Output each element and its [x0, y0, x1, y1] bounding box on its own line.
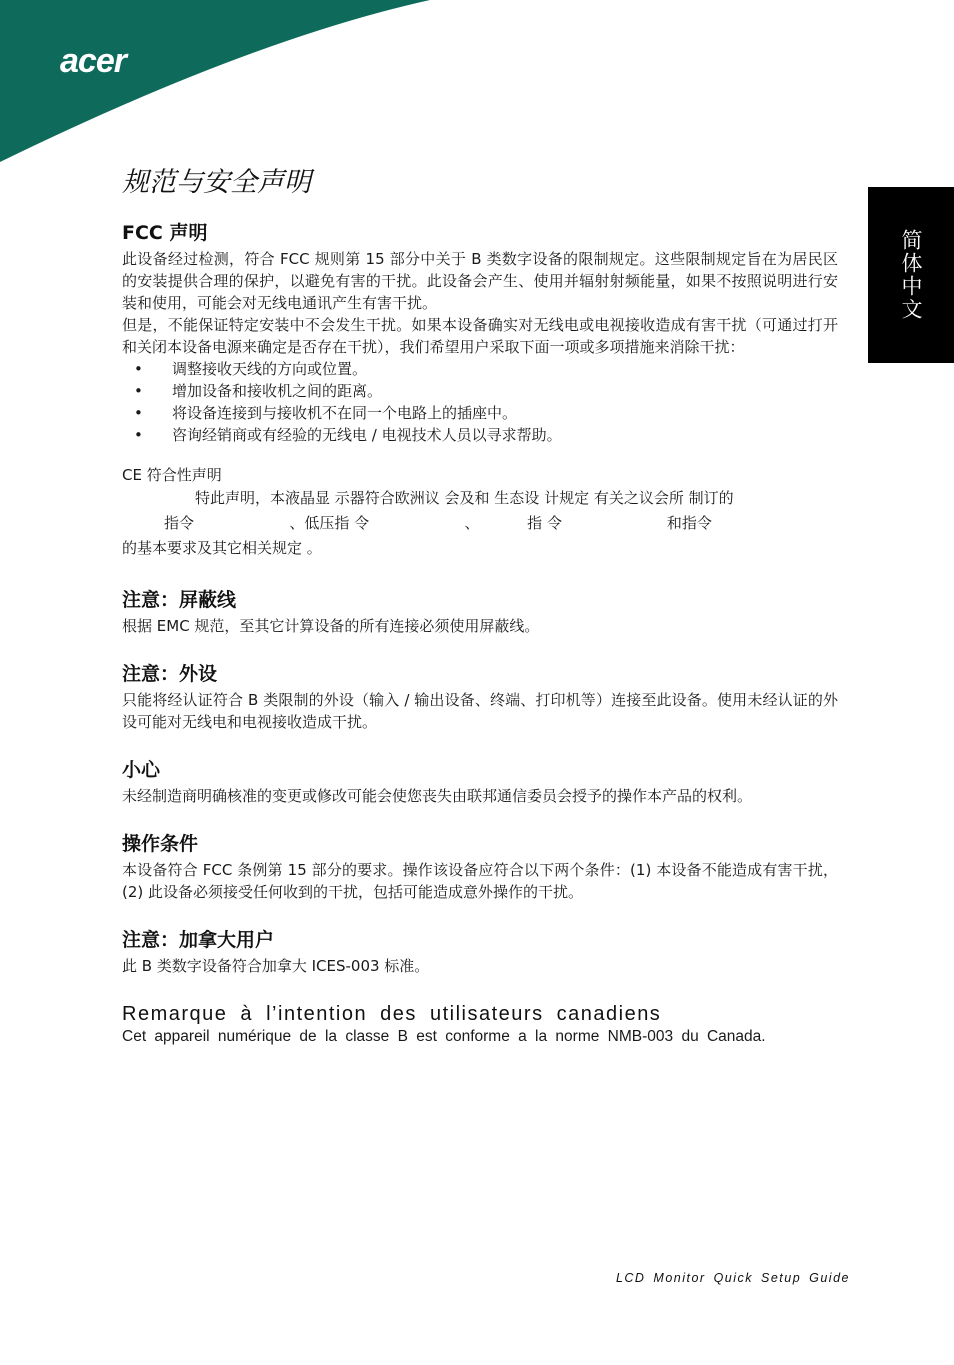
shielded-cable-section	[122, 585, 838, 637]
peripheral-text: 只能将经认证符合 B 类限制的外设（输入 / 输出设备、终端、打印机等）连接至此设备。使用未经认证的外设可能对无线电和电视接收造成干扰。	[122, 691, 838, 731]
shielded-text: 根据 EMC 规范，至其它计算设备的所有连接必须使用屏蔽线。	[122, 617, 540, 635]
canada-section	[122, 925, 838, 977]
operating-text: 本设备符合 FCC 条例第 15 部分的要求。操作该设备应符合以下两个条件：(1) 本设备不能造成有害干扰，(2) 此设备必须接受任何收到的干扰，包括可能造成意外操作的干扰。	[122, 861, 838, 901]
ce-line-2: 指令 、低压指 令 、 指 令 和指令	[164, 514, 712, 532]
canada-heading: 注意：加拿大用户	[122, 929, 275, 951]
fcc-heading: FCC 声明	[122, 222, 208, 244]
operating-heading: 操作条件	[122, 833, 199, 855]
list-item: • 咨询经销商或有经验的无线电 / 电视技术人员以寻求帮助。	[122, 424, 838, 446]
operating-section	[122, 829, 838, 903]
document-body	[122, 218, 838, 1063]
shielded-heading: 注意：屏蔽线	[122, 589, 237, 611]
language-tab	[868, 187, 954, 363]
ce-line-1: 特此声明，本液晶显 示器符合欧洲议 会及和 生态设 计规定 有关之议会所 制订的	[195, 489, 734, 507]
fcc-paragraph-2: 但是，不能保证特定安装中不会发生干扰。如果本设备确实对无线电或电视接收造成有害干扰（可通过打开和关闭本设备电源来确定是否存在干扰），我们希望用户采取下面一项或多项措施来消除干扰：	[122, 316, 838, 356]
fcc-paragraph-1: 此设备经过检测，符合 FCC 规则第 15 部分中关于 B 类数字设备的限制规定。这些限制规定旨在为居民区的安装提供合理的保护，以避免有害的干扰。此设备会产生、使用并辐射射频能量，如果不按照说明进行安装和使用，可能会对无线电通讯产生有害干扰。	[122, 250, 838, 312]
list-item: • 增加设备和接收机之间的距离。	[122, 380, 838, 402]
french-heading: Remarque à l’intention des utilisateurs canadiens	[122, 1003, 662, 1025]
page-title: 规范与安全声明	[122, 167, 311, 198]
french-text: Cet appareil numérique de la classe B est conforme a la norme NMB-003 du Canada.	[122, 1028, 766, 1045]
footer-guide-title: LCD Monitor Quick Setup Guide	[615, 1271, 850, 1285]
canada-text: 此 B 类数字设备符合加拿大 ICES-003 标准。	[122, 957, 430, 975]
caution-section	[122, 755, 838, 807]
fcc-section	[122, 218, 838, 561]
ce-line-3: 的基本要求及其它相关规定 。	[122, 539, 322, 557]
acer-logo: acer	[60, 42, 126, 80]
header-swoosh	[0, 0, 440, 170]
list-item: • 将设备连接到与接收机不在同一个电路上的插座中。	[122, 402, 838, 424]
ce-label: CE 符合性声明	[122, 466, 222, 484]
peripheral-heading: 注意：外设	[122, 663, 218, 685]
fcc-measures-list	[122, 358, 838, 446]
list-item: • 调整接收天线的方向或位置。	[122, 358, 838, 380]
peripheral-section	[122, 659, 838, 733]
language-tab-label: 简体中文	[899, 229, 923, 321]
french-section	[122, 1003, 838, 1045]
caution-heading: 小心	[122, 759, 161, 781]
caution-text: 未经制造商明确核准的变更或修改可能会使您丧失由联邦通信委员会授予的操作本产品的权利。	[122, 787, 753, 805]
